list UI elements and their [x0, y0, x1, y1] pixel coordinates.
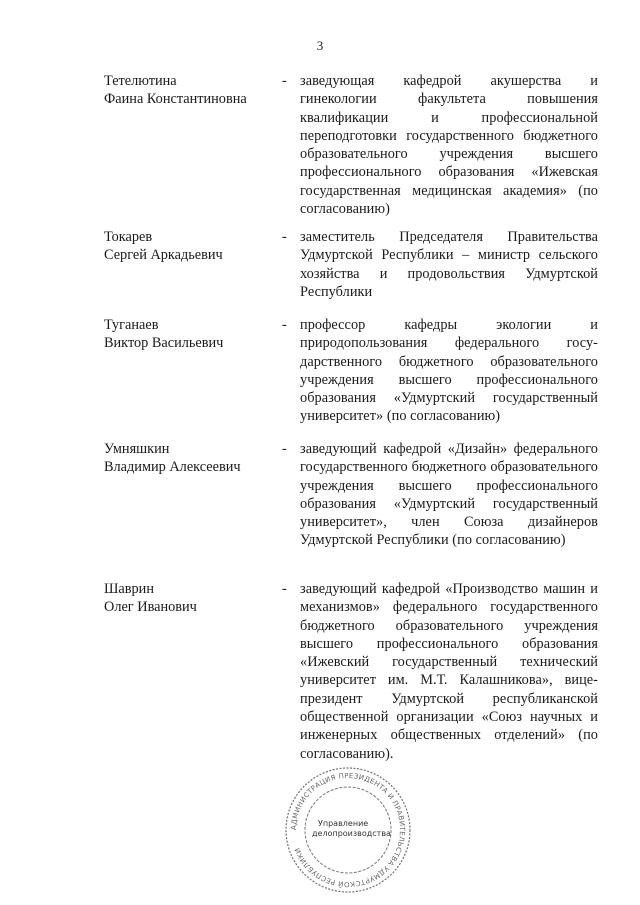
member-given-name: Олег Иванович	[104, 599, 197, 616]
page-number: 3	[316, 38, 324, 53]
stamp-center-line1: Управление	[318, 819, 369, 828]
member-description: профессор кафедры экологии и природопользования федерального госу-дарственного бюджетного образовательного учреждения высшего профессионального образования «Удмуртский государственный университет» (по согласованию)	[300, 317, 598, 425]
member-description: заведующий кафедрой «Дизайн» федерального государственного бюджетного образовательного учреждения высшего профессионального образования «Удмуртский государственный университет», член Союза дизайнеров Удмуртской Республики (по согласованию)	[300, 441, 598, 549]
stamp-icon	[278, 760, 418, 900]
member-description: заведующая кафедрой акушерства и гинекологии факультета повышения квалификации и профессиональной переподготовки государственного бюджетного образовательного учреждения высшего профессионального образования «Ижевская государственная медицинская академия» (по согласованию)	[300, 73, 598, 218]
dash: -	[282, 441, 287, 457]
member-given-name: Сергей Аркадьевич	[104, 247, 223, 264]
member-surname: Шаврин	[104, 581, 154, 597]
office-stamp	[278, 760, 418, 900]
member-given-name: Владимир Алексеевич	[104, 459, 241, 476]
member-name	[104, 316, 279, 353]
member-given-name: Фаина Константиновна	[104, 91, 247, 108]
dash: -	[282, 229, 287, 245]
member-surname: Токарев	[104, 229, 153, 245]
dash: -	[282, 73, 287, 89]
member-name	[104, 440, 279, 477]
dash: -	[282, 581, 287, 597]
member-description: заведующий кафедрой «Производство машин и механизмов» федерального государственного бюджетного образовательного учреждения высшего профессионального образования «Ижевский государственный технический университет им. М.Т. Калашникова», вице-президент Удмуртской республиканской общественной организации «Союз научных и инженерных общественных отделений» (по согласованию).	[300, 581, 598, 762]
member-surname: Туганаев	[104, 317, 159, 333]
member-surname: Умняшкин	[104, 441, 170, 457]
member-given-name: Виктор Васильевич	[104, 335, 224, 352]
stamp-center-line2: делопроизводства	[312, 829, 391, 838]
dash: -	[282, 317, 287, 333]
member-name	[104, 72, 279, 109]
stamp-ring-text: АДМИНИСТРАЦИЯ ПРЕЗИДЕНТА И ПРАВИТЕЛЬСТВА УДМУРТСКОЙ РЕСПУБЛИКИ	[289, 771, 407, 889]
member-description: заместитель Председателя Правительства Удмуртской Республики – министр сельского хозяйства и продовольствия Удмуртской Республики	[300, 229, 598, 300]
member-name	[104, 580, 279, 617]
member-name	[104, 228, 279, 265]
member-surname: Тетелютина	[104, 73, 177, 89]
